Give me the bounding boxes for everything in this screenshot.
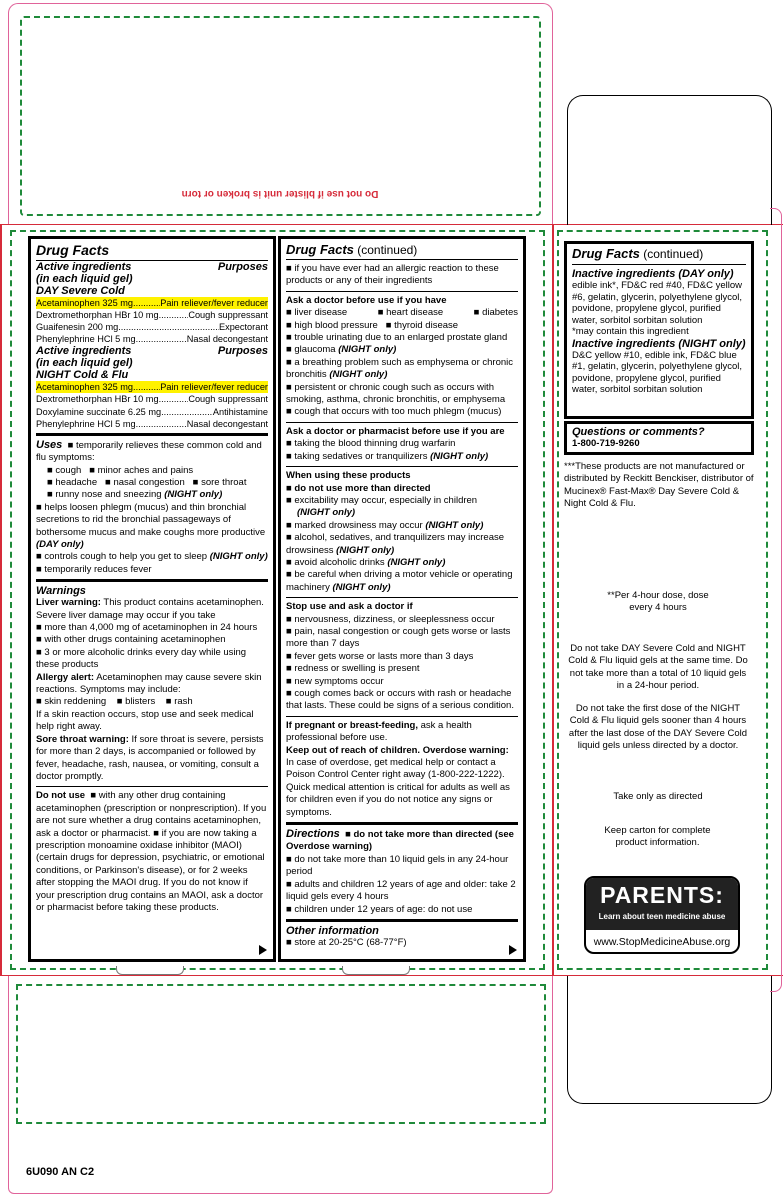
night-ingredient-list [36,381,268,429]
first-dose-warning: Do not take the first dose of the NIGHT Cold & Flu liquid gels sooner than 4 hours after the last dose of the DAY Severe Cold liquid gels unless directed by a doctor. [568,703,748,752]
parents-title: PARENTS: [600,882,724,908]
night-ingredient-row [36,418,268,430]
bottom-flap-inner [16,984,546,1124]
do-not-use-section: Do not use ■ with any other drug containing acetaminophen (prescription or nonprescription). If you are not sure whether a drug contains acetaminophen, ask a doctor or pharmacist. ■ if you are now taking a prescription monoamine oxidase inhibitor (MAOI) (certain drugs for depression, psychiatric, or emotional conditions, or Parkinson's disease), or for 2 weeks after stopping the MAOI drug. If you do not know if your prescription drug contains an MAOI, ask a doctor or pharmacist before taking these products. [36,786,268,914]
pregnancy-overdose-section: If pregnant or breast-feeding, ask a health professional before use. Keep out of reach of children. Overdose warning: In case of overdose, get medical help or contact a Poison Control Center right away (1-800-222-1222). Quick medical attention is critical for adults as well as for children even if you do not notice any signs or symptoms. [286,716,518,819]
uses-symptoms-2: ■ headache ■ nasal congestion ■ sore throat [36,477,268,489]
sore-throat-label: Sore throat warning: [36,733,129,745]
day-ingredient-row [36,297,268,309]
ingredient-name: Acetaminophen 325 mg [36,382,134,393]
directions-heading: Directions [286,828,340,841]
right-flap-outline [567,95,772,225]
ask-pharmacist-heading: Ask a doctor or pharmacist before use if you are [286,425,505,437]
uses-intro: ■ temporarily relieves these common cold and flu symptoms: [36,440,262,463]
allergy-items: ■ skin reddening ■ blisters ■ rash [36,696,268,708]
ingredient-purpose: Nasal decongestant [186,334,268,345]
drug-facts-left-panel [28,236,276,962]
uses-fever: ■ temporarily reduces fever [36,564,268,576]
day-title: DAY Severe Cold [36,285,125,297]
inactive-night-heading: Inactive ingredients (NIGHT only) [572,337,746,350]
uses-heading: Uses [36,438,63,451]
phone-number: 1-800-719-9260 [572,438,640,449]
ingredient-name: Phenylephrine HCl 5 mg [36,334,136,345]
per-unit-label: (in each liquid gel) [36,273,133,285]
directions-section: Directions ■ do not take more than directed (see Overdose warning) ■ do not take more than 10 liquid gels in any 24-hour period ■ adults and children 12 years of age and older: take 2 liquid gels every 4 hours ■ children under 12 years of age: do not use [286,822,518,916]
active-ingredients-heading-night: Active ingredients [36,345,132,358]
take-only-as-directed: Take only as directed [613,791,703,802]
tab-middle [342,966,410,975]
ingredient-name: Doxylamine succinate 6.25 mg [36,406,162,417]
liver-item-1: ■ more than 4,000 mg of acetaminophen in 24 hours [36,622,268,634]
disclaimer-text: ***These products are not manufactured or distributed by Reckitt Benckiser, distributor of Mucinex® Fast-Max® Day Severe Cold & Night Cold & Flu. [564,461,754,510]
ingredient-purpose: Cough suppressant [188,394,268,405]
other-information-section: Other information ■ store at 20-25°C (68-77°F) [286,919,518,949]
liver-item-2: ■ with other drugs containing acetaminophen [36,634,268,646]
continue-arrow-icon [509,945,517,955]
ingredient-name: Dextromethorphan HBr 10 mg [36,310,159,321]
questions-panel [564,421,754,455]
stop-use-heading: Stop use and ask a doctor if [286,601,413,613]
parents-subtitle: Learn about teen medicine abuse [598,912,726,921]
ingredient-purpose: Nasal decongestant [186,418,268,429]
footer-code: 6U090 AN C2 [26,1166,95,1178]
questions-heading: Questions or comments? [572,426,705,438]
ask-pharmacist-section: Ask a doctor or pharmacist before use if you are ■ taking the blood thinning drug warfarin ■ taking sedatives or tranquilizers (NIGHT only) [286,422,518,463]
parents-logo [584,876,740,954]
day-ingredient-row [36,309,268,321]
stop-use-section: Stop use and ask a doctor if ■ nervousness, dizziness, or sleeplessness occur ■ pain, nasal congestion or cough gets worse or lasts more than 7 days ■ fever gets worse or lasts more than 3 days ■ redness or swelling is present ■ new symptoms occur ■ cough comes back or occurs with rash or headache that lasts. These could be signs of a serious condition. [286,597,518,713]
night-ingredient-row [36,393,268,405]
warnings-section: Warnings Liver warning: This product contains acetaminophen. Severe liver damage may occur if you take ■ more than 4,000 mg of acetaminophen in 24 hours ■ with other drugs containing acetaminophen ■ 3 or more alcoholic drinks every day while using these products Allergy alert: Acetaminophen may cause severe skin reactions. Symptoms may include: ■ skin reddening ■ blisters ■ rash If a skin reaction occurs, stop use and seek medical help right away. Sore throat warning: If sore throat is severe, persists for more than 2 days, is accompanied or followed by fever, headache, rash, nausea, or vomiting, consult a doctor promptly. [36,579,268,783]
no-same-time-warning: Do not take DAY Severe Cold and NIGHT Cold & Flu liquid gels at the same time. Do not take more than a total of 10 liquid gels in a 24-hour period. [568,643,748,692]
ingredient-purpose: Expectorant [218,322,268,333]
right-flap-bottom-outline [567,976,772,1104]
drug-facts-title: Drug Facts [36,242,110,258]
continue-arrow-icon [259,945,267,955]
uses-sleep: ■ controls cough to help you get to sleep (NIGHT only) [36,551,268,563]
drug-facts-middle-panel: Drug Facts (continued) ■ if you have ever had an allergic reaction to these products or any of their ingredients Ask a doctor before use if you have ■ liver disease ■ heart disease ■ diabetes ■ high blood pressure ■ thyroid disease ■ trouble urinating due to an enlarged prostate gland ■ glaucoma (NIGHT only) ■ a breathing problem such as emphysema or chronic bronchitis (NIGHT only) ■ persistent or chronic cough such as occurs with smoking, asthma, chronic bronchitis, or emphysema ■ cough that occurs with too much phlegm (mucus) Ask a doctor or pharmacist before use if you are ■ taking the blood thinning drug warfarin ■ taking sedatives or tranquilizers (NIGHT only) When using these products ■ do not use more than directed ■ excitability may occur, especially in children (NIGHT only) ■ marked drowsiness may occur (NIGHT only) ■ alcohol, sedatives, and tranquilizers may increase drowsiness (NIGHT only) ■ avoid alcoholic drinks (NIGHT only) ■ be careful when driving a motor vehicle or operating machinery (NIGHT only) Stop use and ask a doctor if ■ nervousness, dizziness, or sleeplessness occur ■ pain, nasal congestion or cough gets worse or lasts more than 7 days ■ fever gets worse or lasts more than 3 days ■ redness or swelling is present ■ new symptoms occur ■ cough comes back or occurs with rash or headache that lasts. These could be signs of a serious condition. If pregnant or breast-feeding, ask a health professional before use. Keep out of reach of children. Overdose warning: In case of overdose, get medical help or contact a Poison Control Center right away (1-800-222-1222). Quick medical attention is critical for adults as well as for children even if you do not notice any signs or symptoms. Directions ■ do not take more than directed (see Overdose warning) ■ do not take more than 10 liquid gels in any 24-hour period ■ adults and children 12 years of age and older: take 2 liquid gels every 4 hours ■ children under 12 years of age: do not use Other information ■ store at 20-25°C (68-77°F) [278,236,526,962]
uses-symptoms-1: ■ cough ■ minor aches and pains [36,465,268,477]
top-flap-warning: Do not use if blister unit is broken or torn [181,188,379,199]
ingredient-name: Acetaminophen 325 mg [36,298,134,308]
purposes-heading: Purposes [217,261,268,273]
day-ingredient-row [36,321,268,333]
drug-facts-continued-title: Drug Facts [286,242,354,257]
drug-facts-continued-title-right: Drug Facts [572,246,640,261]
when-using-heading: When using these products [286,470,411,482]
uses-phlegm: ■ helps loosen phlegm (mucus) and thin bronchial secretions to rid the bronchial passageways of bothersome mucus and make coughs more productive (DAY only) [36,502,268,552]
fold-line [552,224,554,976]
purposes-heading-night: Purposes [217,345,268,358]
do-not-use-label: Do not use [36,790,86,802]
left-edge [0,224,2,976]
top-flap-inner [20,16,541,216]
drug-facts-right-panel: Drug Facts (continued) Inactive ingredients (DAY only) edible ink*, FD&C red #40, FD&C yellow #6, gelatin, glycerin, polyethylene glycol, povidone, propylene glycol, purified water, sorbitol sorbitan solution *may contain this ingredient Inactive ingredients (NIGHT only) D&C yellow #10, edible ink, FD&C blue #1, gelatin, glycerin, polyethylene glycol, povidone, propylene glycol, purified water, sorbitol sorbitan solution [564,241,754,419]
ingredient-purpose: Antihistamine [212,406,268,417]
allergy-alert-label: Allergy alert: [36,671,95,683]
uses-symptoms-3: ■ runny nose and sneezing (NIGHT only) [36,489,268,501]
ingredient-name: Dextromethorphan HBr 10 mg [36,394,159,405]
per-unit-label-night: (in each liquid gel) [36,357,133,370]
active-ingredients-heading: Active ingredients [36,261,132,273]
warnings-heading: Warnings [36,585,86,598]
ask-doctor-section: Ask a doctor before use if you have ■ liver disease ■ heart disease ■ diabetes ■ high blood pressure ■ thyroid disease ■ trouble urinating due to an enlarged prostate gland ■ glaucoma (NIGHT only) ■ a breathing problem such as emphysema or chronic bronchitis (NIGHT only) ■ persistent or chronic cough such as occurs with smoking, asthma, chronic bronchitis, or emphysema ■ cough that occurs with too much phlegm (mucus) [286,291,518,419]
ingredient-name: Guaifenesin 200 mg [36,322,119,333]
night-ingredient-row [36,381,268,393]
day-ingredient-list [36,297,268,345]
night-ingredient-row [36,406,268,418]
night-title: NIGHT Cold & Flu [36,369,129,382]
liver-warning-label: Liver warning: [36,597,101,609]
keep-carton-note: Keep carton for complete product information. [604,825,711,849]
parents-url: www.StopMedicineAbuse.org [593,936,731,948]
uses-section [36,433,268,576]
other-information-heading: Other information [286,924,379,937]
ask-doctor-heading: Ask a doctor before use if you have [286,294,447,306]
ingredient-purpose: Pain reliever/fever reducer [160,298,268,308]
liver-item-3: ■ 3 or more alcoholic drinks every day while using these products [36,647,268,672]
allergy-after: If a skin reaction occurs, stop use and seek medical help right away. [36,708,254,733]
ingredient-name: Phenylephrine HCl 5 mg [36,418,136,429]
day-ingredient-row [36,333,268,345]
inactive-day-heading: Inactive ingredients (DAY only) [572,268,734,280]
tab-left [116,966,184,975]
ingredient-purpose: Pain reliever/fever reducer [160,382,268,393]
right-glue-flap [770,208,782,992]
when-using-section: When using these products ■ do not use more than directed ■ excitability may occur, especially in children (NIGHT only) ■ marked drowsiness may occur (NIGHT only) ■ alcohol, sedatives, and tranquilizers may increase drowsiness (NIGHT only) ■ avoid alcoholic drinks (NIGHT only) ■ be careful when driving a motor vehicle or operating machinery (NIGHT only) [286,466,518,594]
ingredient-purpose: Cough suppressant [188,310,268,321]
allergic-reaction-item: ■ if you have ever had an allergic reaction to these products or any of their ingredients [286,263,518,288]
dose-note: **Per 4-hour dose, dose every 4 hours [607,590,709,614]
